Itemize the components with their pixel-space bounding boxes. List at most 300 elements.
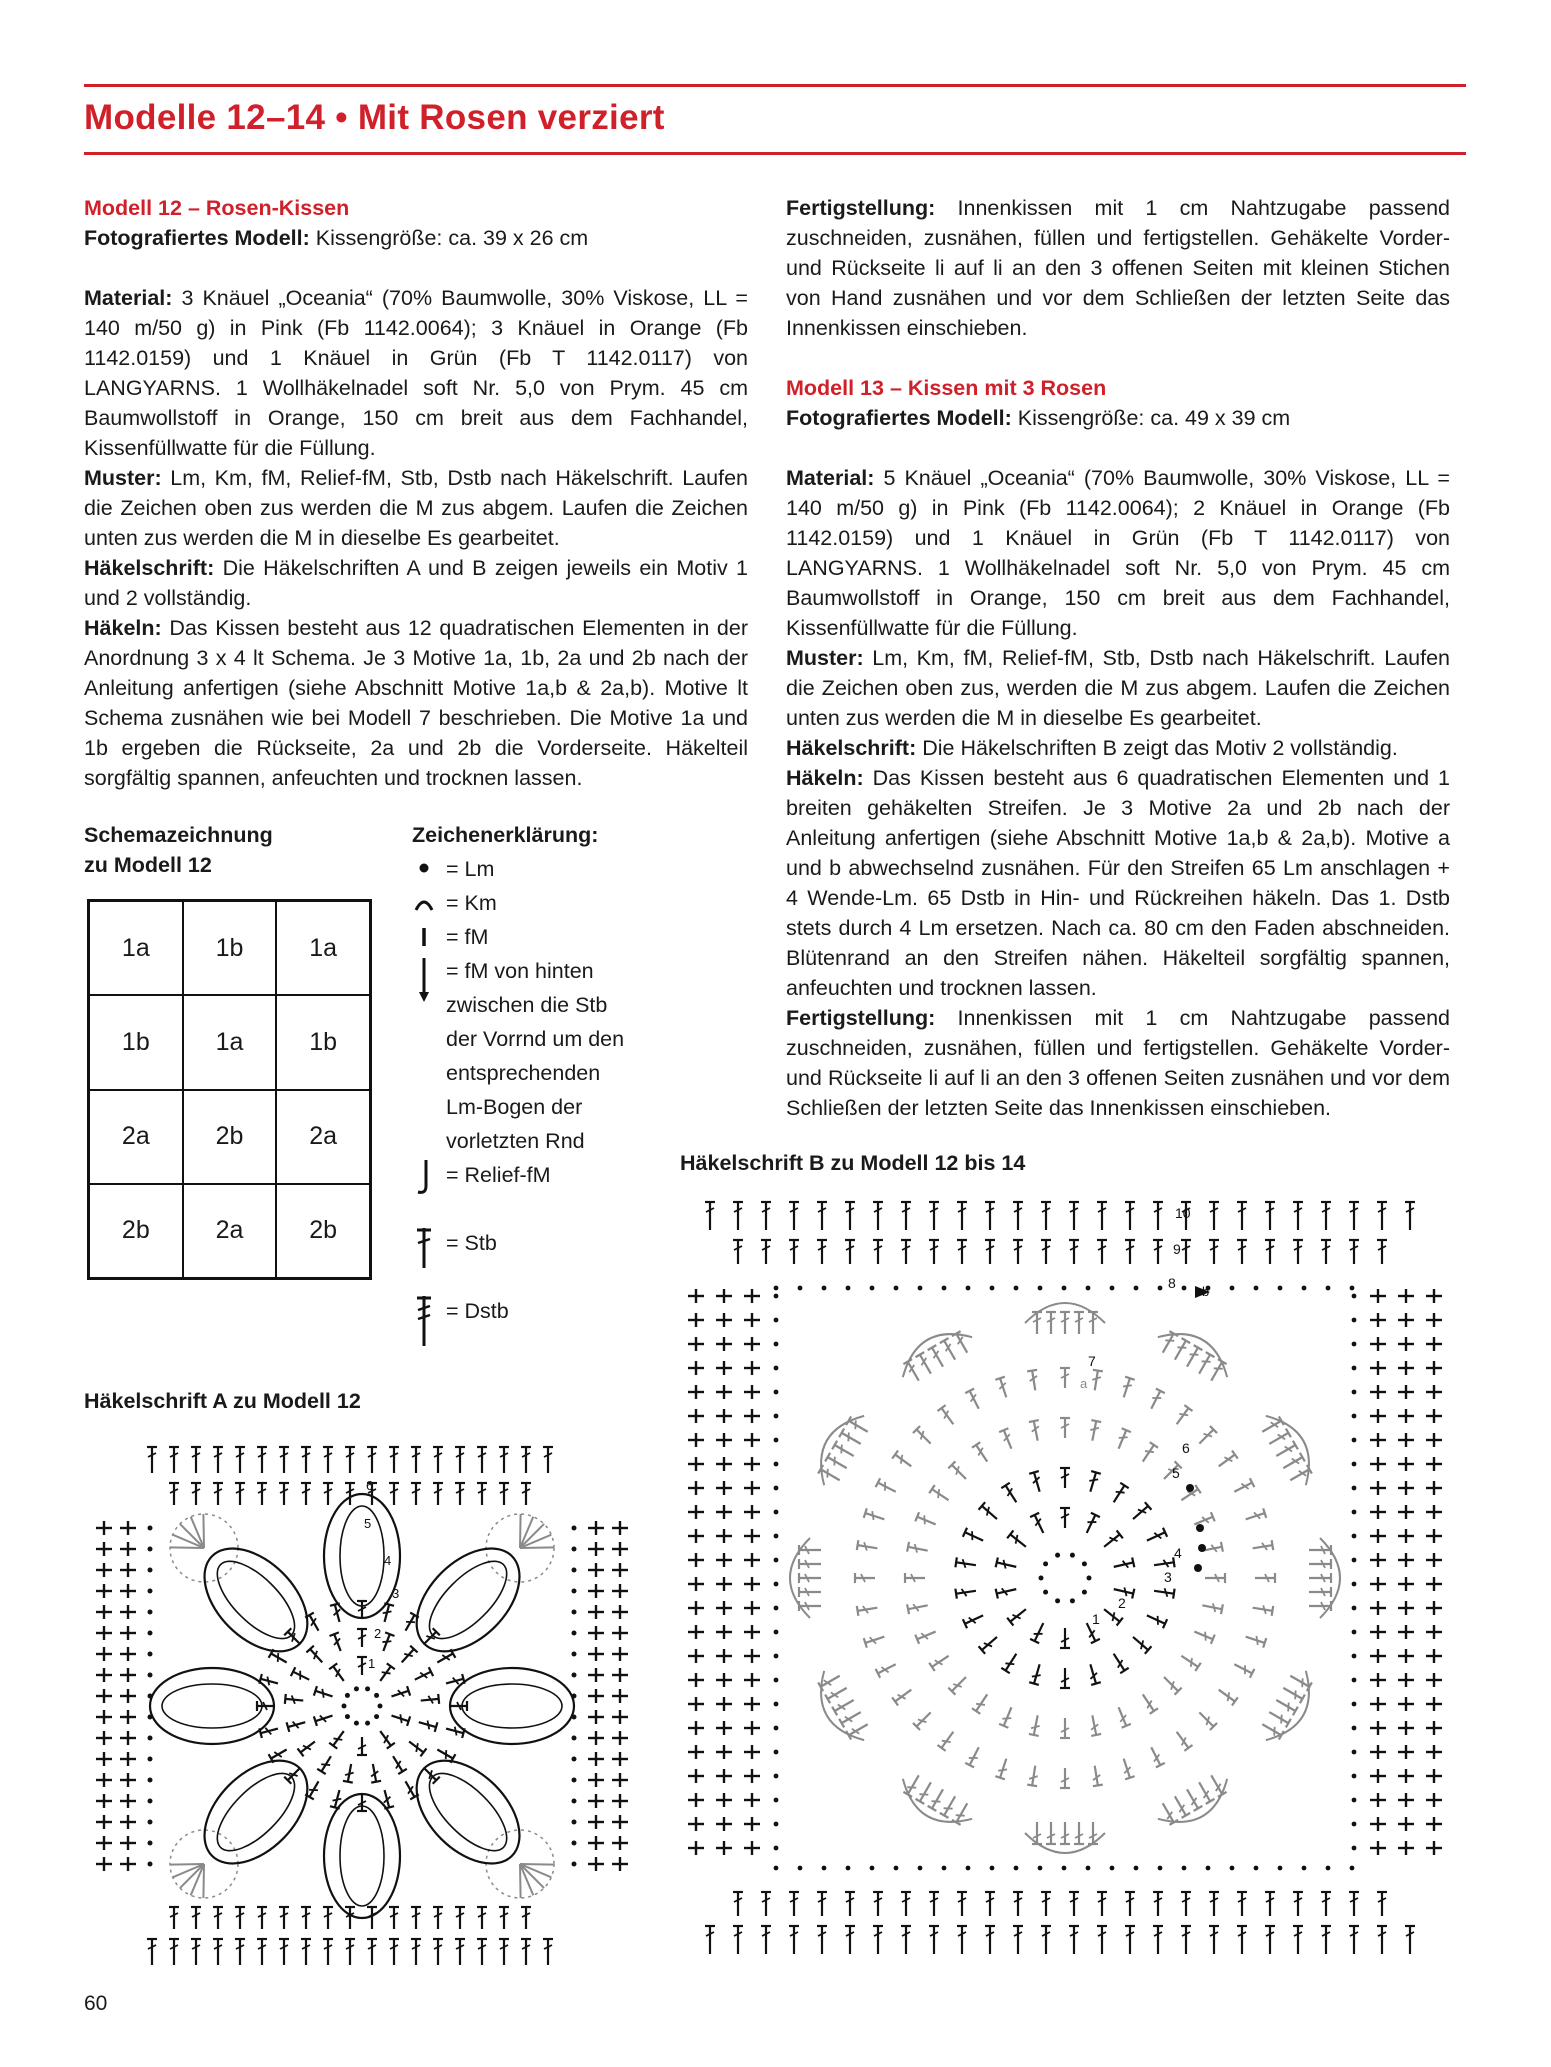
- stitch-symbol: [905, 1573, 925, 1583]
- sc-symbol: [612, 1542, 628, 1556]
- stitch-symbol: [301, 1447, 311, 1473]
- stitch-symbol: [1196, 1709, 1217, 1730]
- stitch-symbol: [799, 1587, 821, 1597]
- legend-stb-label: = Stb: [446, 1231, 497, 1255]
- legend-fm-hinten-line: entsprechenden: [446, 1061, 601, 1085]
- stitch-symbol: [1205, 1573, 1225, 1583]
- chart-a-round-label: 1: [368, 1656, 376, 1671]
- sc-symbol: [1370, 1817, 1386, 1831]
- sc-symbol: [1426, 1721, 1442, 1735]
- sc-symbol: [744, 1553, 760, 1567]
- schema-cell: 2b: [276, 1184, 370, 1278]
- petal-outline: [185, 1529, 326, 1670]
- chain-dot: [1134, 1286, 1139, 1291]
- stitch-symbol: [1060, 1718, 1070, 1738]
- sc-symbol: [588, 1794, 604, 1808]
- chain-dot: [1352, 1486, 1357, 1491]
- stitch-symbol: [1405, 1202, 1415, 1230]
- chain-dot: [148, 1589, 153, 1594]
- stitch-symbol: [1293, 1202, 1303, 1230]
- sc-symbol: [1370, 1697, 1386, 1711]
- chain-dot: [148, 1673, 153, 1678]
- stitch-symbol: [1173, 1405, 1193, 1427]
- stitch-symbol: [521, 1483, 531, 1505]
- sc-symbol: [96, 1794, 112, 1808]
- stitch-symbol: [846, 1720, 870, 1740]
- sc-symbol: [688, 1361, 704, 1375]
- sc-symbol: [588, 1647, 604, 1661]
- stitch-symbol: [345, 1939, 355, 1965]
- stitch-symbol: [1097, 1202, 1107, 1230]
- sc-symbol: [716, 1601, 732, 1615]
- stitch-symbol: [915, 1512, 937, 1529]
- stitch-symbol: [901, 1240, 911, 1264]
- sc-symbol: [1370, 1553, 1386, 1567]
- chain-dot: [1182, 1286, 1187, 1291]
- chain-dot: [572, 1610, 577, 1615]
- sc-symbol: [688, 1625, 704, 1639]
- chain-dot: [1352, 1726, 1357, 1731]
- sc-symbol: [588, 1605, 604, 1619]
- stitch-symbol: [985, 1202, 995, 1230]
- stitch-symbol: [1060, 1822, 1070, 1844]
- stitch-symbol: [398, 1646, 418, 1666]
- stitch-symbol: [972, 1442, 991, 1464]
- chain-dot: [1158, 1866, 1163, 1871]
- stitch-symbol: [380, 1603, 394, 1623]
- stitch-symbol: [477, 1447, 487, 1473]
- sc-symbol: [588, 1857, 604, 1871]
- stitch-symbol: [301, 1939, 311, 1965]
- stitch-symbol: [411, 1907, 421, 1929]
- stitch-symbol: [298, 1738, 318, 1757]
- stitch-symbol: [1001, 1483, 1020, 1505]
- stitch-symbol: [1237, 1202, 1247, 1230]
- chain-dot: [1062, 1866, 1067, 1871]
- sc-symbol: [96, 1857, 112, 1871]
- stitch-symbol: [367, 1447, 377, 1473]
- stitch-symbol: [449, 1701, 467, 1711]
- sc-symbol: [688, 1841, 704, 1855]
- chain-dot: [1352, 1438, 1357, 1443]
- sc-symbol: [1398, 1289, 1414, 1303]
- stitch-symbol: [915, 1627, 937, 1644]
- stitch-symbol: [1309, 1573, 1331, 1583]
- stitch-symbol: [1060, 1508, 1070, 1528]
- chain-dot: [572, 1631, 577, 1636]
- sc-symbol: [716, 1745, 732, 1759]
- schema-cell: 2a: [89, 1090, 183, 1184]
- sc-symbol: [688, 1601, 704, 1615]
- stitch-symbol: [825, 1453, 849, 1473]
- sc-symbol: [688, 1289, 704, 1303]
- stitch-symbol: [907, 1542, 929, 1556]
- model13-muster: [786, 643, 1450, 733]
- sc-symbol: [96, 1752, 112, 1766]
- sc-symbol: [588, 1668, 604, 1682]
- chain-dot: [1230, 1286, 1235, 1291]
- stitch-symbol: [1086, 1471, 1101, 1493]
- stitch-symbol: [1087, 1420, 1101, 1442]
- stitch-symbol: [389, 1754, 407, 1775]
- chain-dot: [774, 1486, 779, 1491]
- sc-symbol: [612, 1584, 628, 1598]
- stitch-symbol: [1069, 1202, 1079, 1230]
- stitch-symbol: [839, 1429, 863, 1449]
- stitch-symbol: [1153, 1586, 1174, 1599]
- stitch-symbol: [1274, 1441, 1298, 1461]
- chart-a-title: Häkelschrift A zu Modell 12: [84, 1389, 361, 1413]
- chain-dot: [1326, 1286, 1331, 1291]
- sc-symbol: [120, 1836, 136, 1850]
- chain-dot: [1086, 1286, 1091, 1291]
- chain-dot: [846, 1286, 851, 1291]
- sc-symbol: [744, 1625, 760, 1639]
- chain-dot: [1070, 1598, 1075, 1603]
- leaf-stitch: [170, 1547, 204, 1548]
- stitch-symbol: [390, 1686, 410, 1701]
- page-title: Modelle 12–14 • Mit Rosen verziert: [84, 98, 665, 137]
- chain-dot: [1110, 1286, 1115, 1291]
- stitch-symbol: [477, 1907, 487, 1929]
- stitch-symbol: [259, 1724, 279, 1738]
- sc-symbol: [744, 1673, 760, 1687]
- chain-dot: [148, 1526, 153, 1531]
- stitch-symbol: [1196, 1426, 1217, 1447]
- stitch-symbol: [1195, 1352, 1215, 1376]
- stitch-symbol: [330, 1632, 346, 1652]
- stitch-symbol: [357, 1657, 367, 1675]
- model13-haekeln-label: Häkeln:: [786, 766, 864, 790]
- sc-symbol: [1370, 1721, 1386, 1735]
- chart-b-round-label: 1: [1092, 1611, 1100, 1627]
- stitch-symbol: [733, 1892, 743, 1916]
- sc-symbol: [1398, 1625, 1414, 1639]
- stitch-symbol: [1029, 1471, 1044, 1493]
- chain-dot: [774, 1630, 779, 1635]
- chain-dot: [572, 1547, 577, 1552]
- chain-dot: [846, 1866, 851, 1871]
- stitch-symbol: [1274, 1696, 1298, 1716]
- stitch-symbol: [928, 1345, 948, 1369]
- sc-symbol: [1398, 1577, 1414, 1591]
- schema-grid: [87, 899, 372, 1280]
- chain-dot: [572, 1862, 577, 1867]
- schema-title-line2: zu Modell 12: [84, 853, 212, 877]
- sc-symbol: [716, 1817, 732, 1831]
- sc-symbol: [688, 1481, 704, 1495]
- stitch-symbol: [1377, 1240, 1387, 1264]
- chain-dot: [1352, 1294, 1357, 1299]
- chain-dot: [870, 1866, 875, 1871]
- sc-symbol: [612, 1626, 628, 1640]
- stitch-symbol: [996, 1584, 1018, 1598]
- stitch-symbol: [147, 1939, 157, 1965]
- model13-material-label: Material:: [786, 466, 875, 490]
- sc-symbol: [744, 1505, 760, 1519]
- sc-symbol: [688, 1649, 704, 1663]
- chain-dot: [1014, 1866, 1019, 1871]
- stitch-symbol: [1069, 1240, 1079, 1264]
- stitch-symbol: [1281, 1453, 1305, 1473]
- chain-dot: [774, 1366, 779, 1371]
- chain-dot: [1055, 1598, 1060, 1603]
- stitch-symbol: [1309, 1559, 1331, 1569]
- sc-symbol: [688, 1457, 704, 1471]
- leaf-stitch: [180, 1524, 204, 1548]
- stitch-symbol: [1377, 1926, 1387, 1954]
- chain-dot: [1230, 1866, 1235, 1871]
- chain-dot: [774, 1846, 779, 1851]
- stitch-symbol: [235, 1483, 245, 1505]
- sc-symbol: [96, 1710, 112, 1724]
- chain-dot: [148, 1841, 153, 1846]
- chain-dot: [1086, 1866, 1091, 1871]
- stitch-symbol: [433, 1447, 443, 1473]
- sc-symbol: [588, 1521, 604, 1535]
- stitch-symbol: [287, 1717, 307, 1732]
- sc-symbol: [744, 1577, 760, 1591]
- stitch-symbol: [1209, 1926, 1219, 1954]
- sc-symbol: [688, 1817, 704, 1831]
- stitch-symbol: [1321, 1202, 1331, 1230]
- chain-dot: [572, 1589, 577, 1594]
- sc-symbol: [1370, 1745, 1386, 1759]
- stitch-symbol: [864, 1508, 886, 1524]
- chain-dot: [572, 1673, 577, 1678]
- chain-dot: [822, 1866, 827, 1871]
- sc-symbol: [716, 1769, 732, 1783]
- stitch-symbol: [455, 1939, 465, 1965]
- stitch-symbol: [1232, 1478, 1254, 1496]
- sc-symbol: [1426, 1385, 1442, 1399]
- model12-material: [84, 283, 748, 463]
- sc-symbol: [1398, 1769, 1414, 1783]
- sc-symbol: [120, 1542, 136, 1556]
- header-rule-top: [84, 84, 1466, 87]
- sc-symbol: [120, 1815, 136, 1829]
- stitch-symbol: [367, 1939, 377, 1965]
- stitch-symbol: [1232, 1660, 1254, 1678]
- petal-outline: [150, 1668, 274, 1744]
- relief-single-crochet-icon: [412, 1158, 436, 1208]
- stitch-symbol: [343, 1763, 356, 1783]
- stitch-symbol: [876, 1478, 898, 1496]
- stitch-symbol: [323, 1447, 333, 1473]
- chain-dot: [1352, 1750, 1357, 1755]
- stitch-symbol: [929, 1926, 939, 1954]
- model13-muster-text: Lm, Km, fM, Relief-fM, Stb, Dstb nach Häkelschrift. Laufen die Zeichen oben zus, werden die M zus abgem. Laufen die Zeichen unten zus werden die M in dieselbe Es gearbeitet.: [786, 646, 1450, 730]
- sc-symbol: [1426, 1433, 1442, 1447]
- sc-symbol: [612, 1710, 628, 1724]
- sc-symbol: [96, 1689, 112, 1703]
- sc-symbol: [716, 1841, 732, 1855]
- stitch-symbol: [957, 1202, 967, 1230]
- stitch-symbol: [1060, 1628, 1070, 1648]
- sc-symbol: [588, 1773, 604, 1787]
- petal-inner: [462, 1684, 562, 1728]
- chain-dot: [378, 1704, 383, 1709]
- stitch-symbol: [799, 1559, 821, 1569]
- stitch-symbol: [1377, 1202, 1387, 1230]
- stitch-symbol: [1183, 1345, 1203, 1369]
- stitch-symbol: [1405, 1926, 1415, 1954]
- stitch-symbol: [1125, 1240, 1135, 1264]
- stitch-symbol: [291, 1667, 312, 1684]
- sc-symbol: [1370, 1289, 1386, 1303]
- long-single-crochet-icon: [412, 954, 436, 1014]
- chart-b-round-label: 9: [1173, 1241, 1181, 1257]
- stitch-symbol: [901, 1892, 911, 1916]
- chain-dot: [774, 1702, 779, 1707]
- sc-symbol: [744, 1817, 760, 1831]
- sc-symbol: [1398, 1697, 1414, 1711]
- schema-title: [84, 820, 273, 880]
- stitch-symbol: [389, 1939, 399, 1965]
- model12-fertig: [786, 193, 1450, 343]
- chain-dot: [774, 1774, 779, 1779]
- sc-symbol: [1370, 1529, 1386, 1543]
- stitch-symbol: [1267, 1429, 1291, 1449]
- model13-haekelschrift-label: Häkelschrift:: [786, 736, 917, 760]
- legend-fm-hinten-label: [446, 954, 624, 1158]
- stitch-symbol: [455, 1447, 465, 1473]
- sc-symbol: [1398, 1721, 1414, 1735]
- stitch-symbol: [1153, 1240, 1163, 1264]
- double-crochet-icon: [412, 1226, 436, 1282]
- sc-symbol: [688, 1337, 704, 1351]
- chain-dot: [148, 1610, 153, 1615]
- stitch-symbol: [345, 1907, 355, 1929]
- stitch-symbol: [1041, 1892, 1051, 1916]
- sc-symbol: [716, 1721, 732, 1735]
- stitch-symbol: [306, 1646, 326, 1666]
- stitch-symbol: [1119, 1757, 1135, 1779]
- stitch-symbol: [789, 1240, 799, 1264]
- chain-dot: [774, 1750, 779, 1755]
- model12-muster-text: Lm, Km, fM, Relief-fM, Stb, Dstb nach Häkelschrift. Laufen die Zeichen oben zus werden die M zus abgem. Laufen die Zeichen unten zus werden die M in dieselbe Es gearbeitet.: [84, 466, 748, 550]
- sc-symbol: [1398, 1385, 1414, 1399]
- sc-symbol: [612, 1689, 628, 1703]
- chain-dot: [1352, 1510, 1357, 1515]
- chart-a-diagram: [84, 1428, 640, 1984]
- sc-symbol: [96, 1731, 112, 1745]
- sc-symbol: [1426, 1553, 1442, 1567]
- chain-dot: [1182, 1866, 1187, 1871]
- stitch-symbol: [1171, 1794, 1191, 1818]
- chain-dot: [1352, 1414, 1357, 1419]
- chain-dot: [572, 1757, 577, 1762]
- sc-symbol: [1426, 1529, 1442, 1543]
- stitch-symbol: [1029, 1420, 1043, 1442]
- stitch-symbol: [1046, 1822, 1056, 1844]
- legend-dstb-label: = Dstb: [446, 1299, 509, 1323]
- chart-b-round-label: 7: [1088, 1353, 1096, 1369]
- model12-heading: Modell 12 – Rosen-Kissen: [84, 196, 350, 220]
- chain-dot: [774, 1678, 779, 1683]
- chain-dot: [345, 1693, 350, 1698]
- sc-symbol: [588, 1542, 604, 1556]
- stitch-symbol: [1130, 1502, 1152, 1523]
- stitch-symbol: [257, 1939, 267, 1965]
- sc-symbol: [96, 1647, 112, 1661]
- chart-b-round-label: 3: [1164, 1569, 1172, 1585]
- sc-symbol: [588, 1710, 604, 1724]
- sc-symbol: [588, 1626, 604, 1640]
- chain-dot: [1196, 1524, 1204, 1532]
- stitch-symbol: [257, 1701, 275, 1711]
- sc-symbol: [1398, 1553, 1414, 1567]
- sc-symbol: [716, 1385, 732, 1399]
- header-rule-bottom: [84, 152, 1466, 155]
- chain-dot: [1082, 1561, 1087, 1566]
- stitch-symbol: [916, 1352, 936, 1376]
- sc-symbol: [716, 1481, 732, 1495]
- chain-dot: [572, 1568, 577, 1573]
- stitch-symbol: [948, 1461, 969, 1482]
- chain-dot: [1082, 1590, 1087, 1595]
- sc-symbol: [716, 1673, 732, 1687]
- sc-symbol: [688, 1721, 704, 1735]
- stitch-symbol: [995, 1757, 1011, 1779]
- stitch-symbol: [876, 1660, 898, 1678]
- stitch-symbol: [1153, 1926, 1163, 1954]
- stitch-symbol: [1321, 1892, 1331, 1916]
- stitch-symbol: [1125, 1892, 1135, 1916]
- chain-dot: [774, 1726, 779, 1731]
- sc-symbol: [120, 1773, 136, 1787]
- sc-symbol: [744, 1697, 760, 1711]
- model12-text: [84, 193, 748, 793]
- sc-symbol: [744, 1481, 760, 1495]
- chain-dot: [966, 1866, 971, 1871]
- sc-symbol: [1398, 1433, 1414, 1447]
- sc-symbol: [716, 1529, 732, 1543]
- sc-symbol: [744, 1769, 760, 1783]
- chain-dot: [774, 1798, 779, 1803]
- sc-symbol: [688, 1433, 704, 1447]
- model13-photo: [786, 403, 1450, 433]
- stitch-symbol: [789, 1202, 799, 1230]
- sc-symbol: [716, 1649, 732, 1663]
- stitch-symbol: [1349, 1892, 1359, 1916]
- chain-dot: [774, 1558, 779, 1563]
- sc-symbol: [612, 1521, 628, 1535]
- model12-haekelschrift: [84, 553, 748, 613]
- model13-text: [786, 193, 1450, 1123]
- chain-dot: [1352, 1846, 1357, 1851]
- sc-symbol: [96, 1626, 112, 1640]
- stitch-symbol: [873, 1202, 883, 1230]
- stitch-symbol: [929, 1240, 939, 1264]
- stitch-symbol: [963, 1611, 985, 1628]
- sc-symbol: [1370, 1433, 1386, 1447]
- sc-symbol: [688, 1697, 704, 1711]
- sc-symbol: [1398, 1841, 1414, 1855]
- sc-symbol: [716, 1433, 732, 1447]
- sc-symbol: [716, 1625, 732, 1639]
- sc-symbol: [688, 1745, 704, 1759]
- stitch-symbol: [1265, 1892, 1275, 1916]
- chain-dot: [1352, 1558, 1357, 1563]
- chain-dot: [354, 1686, 359, 1691]
- model13-fertig-text: Innenkissen mit 1 cm Nahtzugabe passend zuschneiden, zusnähen, füllen und fertigstellen. Gehäkelte Vorder- und Rückseite li auf li an den 3 offenen Seiten zusnähen und vor dem Schließen der letzten Seite das Innenkissen einschieben.: [786, 1006, 1450, 1120]
- sc-symbol: [1370, 1457, 1386, 1471]
- stitch-symbol: [1029, 1663, 1044, 1685]
- schema-cell: 2a: [276, 1090, 370, 1184]
- sc-symbol: [612, 1836, 628, 1850]
- sc-symbol: [96, 1773, 112, 1787]
